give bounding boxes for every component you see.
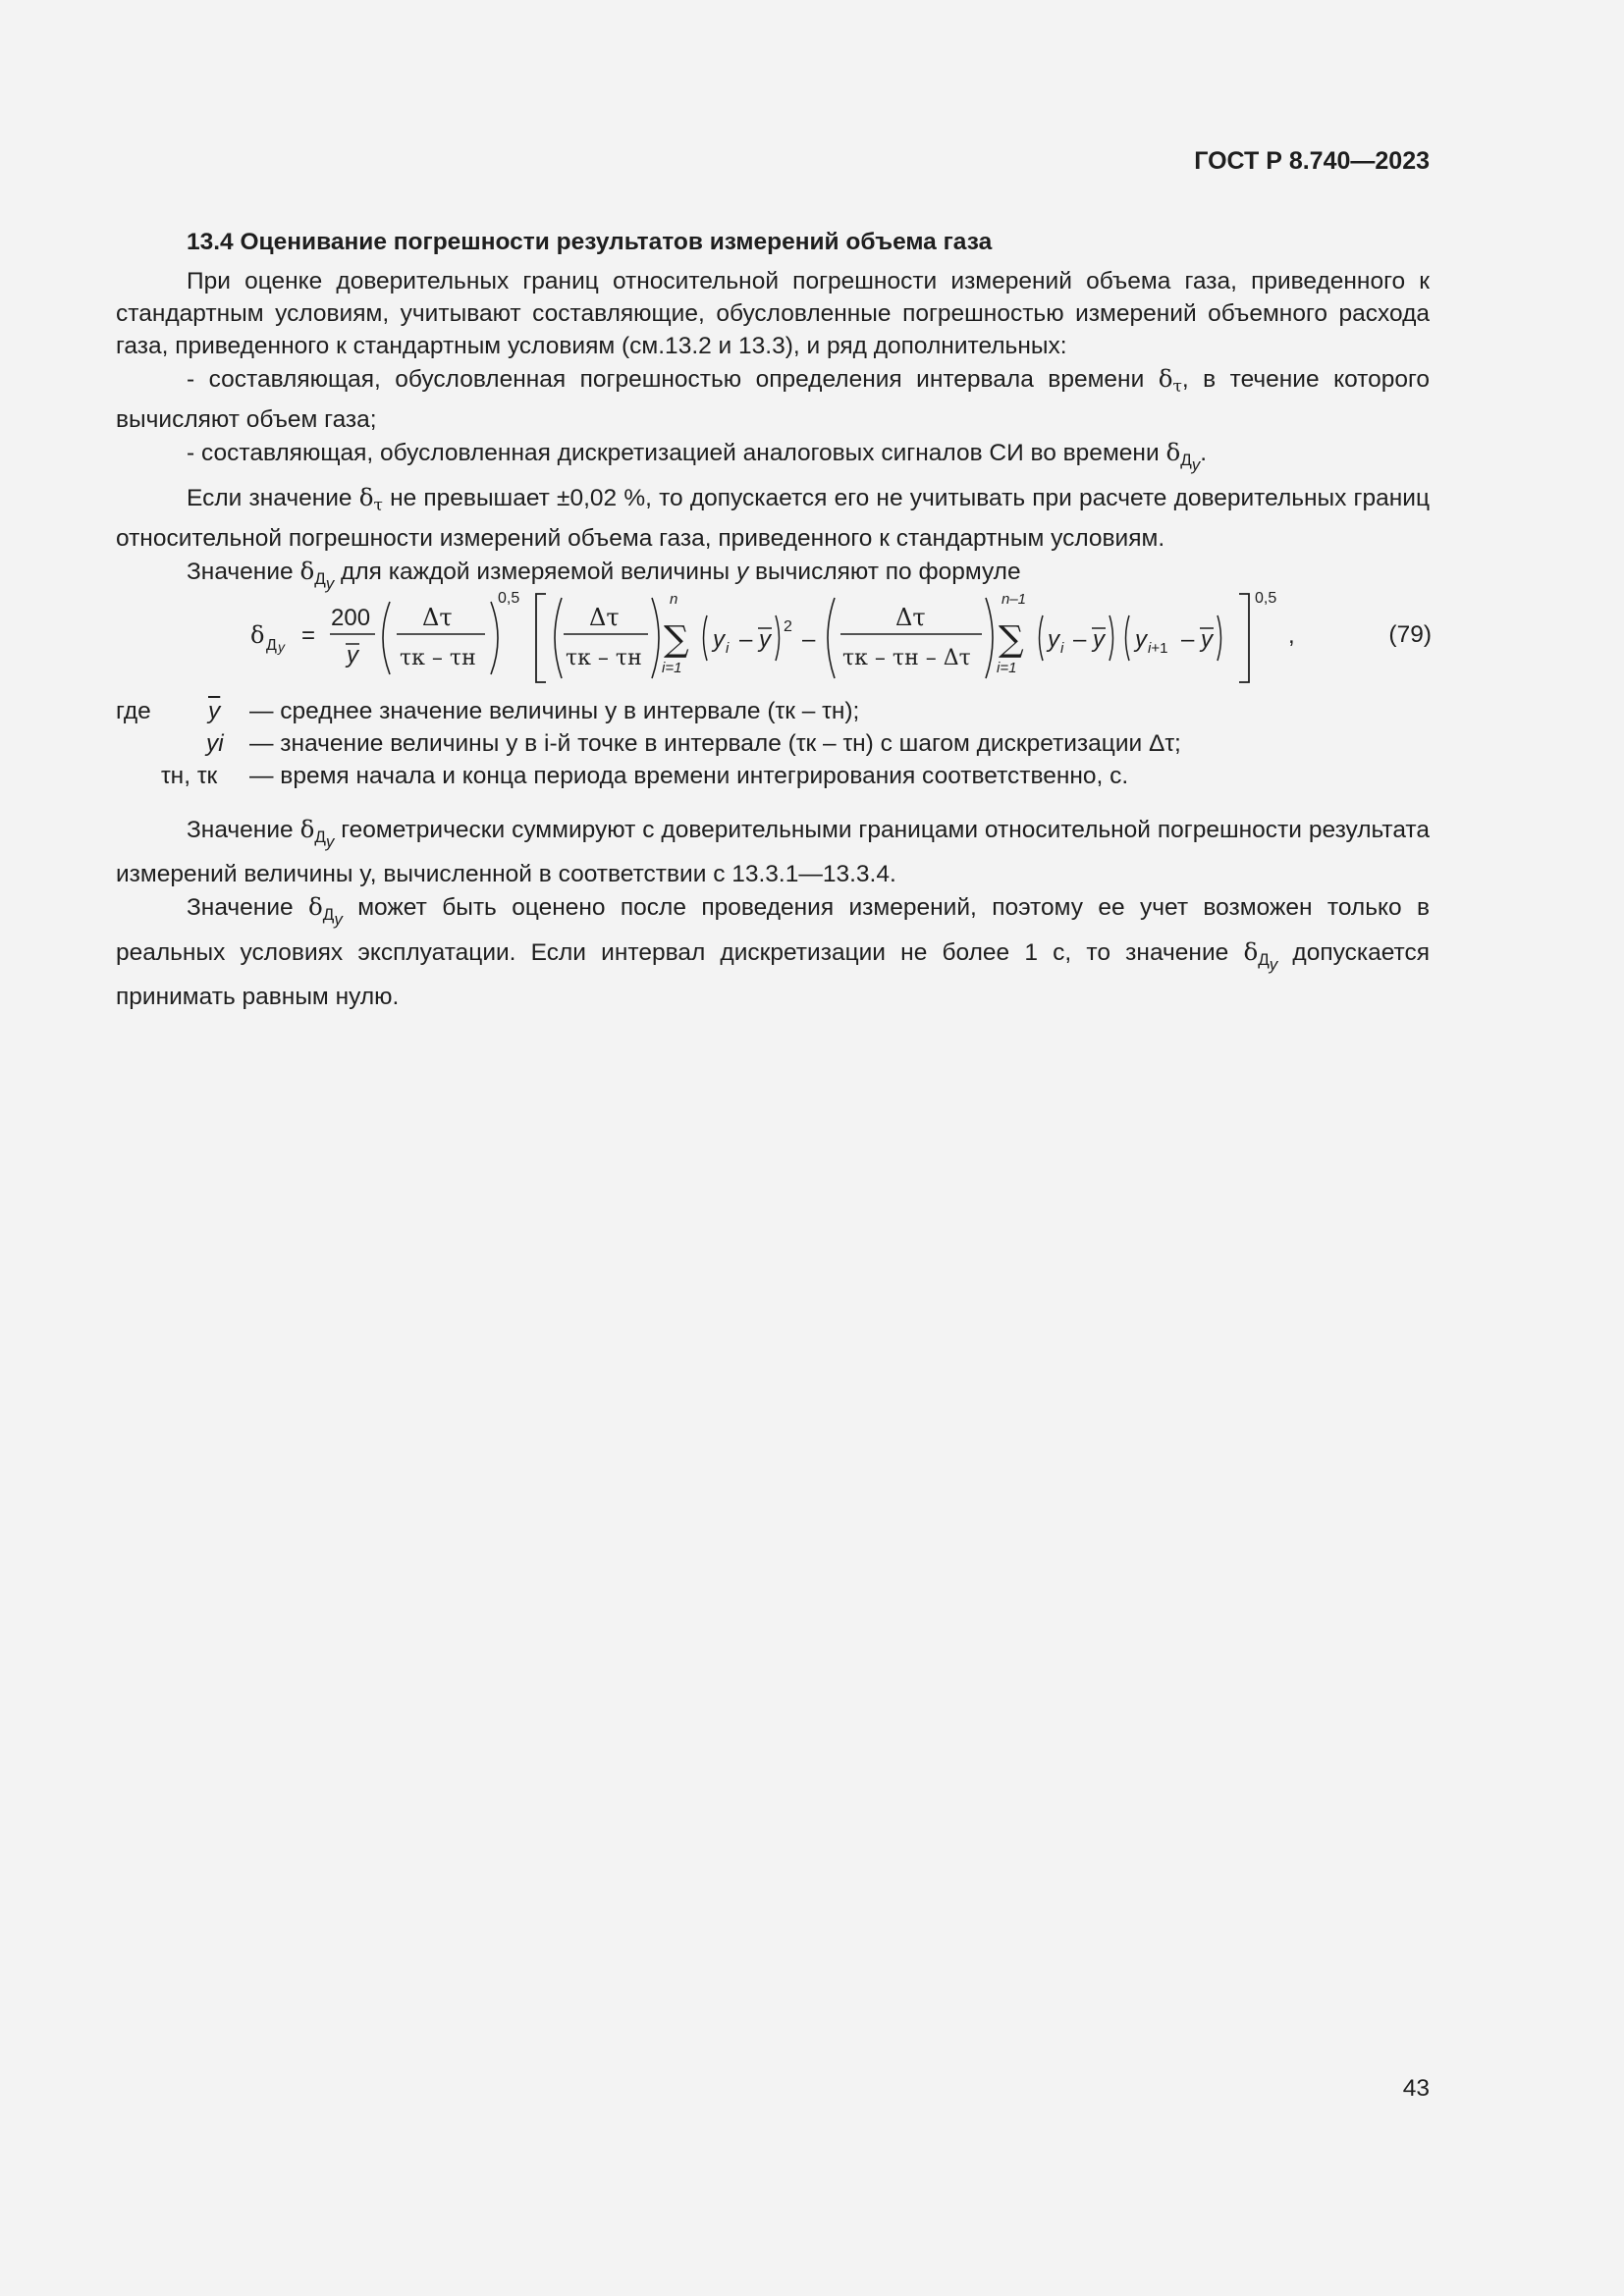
- where-definition-time: — время начала и конца периода времени интегрирования соответственно, с.: [249, 763, 1129, 789]
- page-number: 43: [1402, 2075, 1430, 2102]
- svg-text:i=1: i=1: [662, 660, 682, 676]
- svg-text:∑: ∑: [999, 619, 1024, 660]
- paragraph-tau-threshold: Если значение $\delta_\tau$ не превышает ±0,02 %, то допускается его не учитывать при расчете доверительных границ относительной погрешности измерений объема газа, приведенного к стандартным условиям.: [116, 483, 1430, 552]
- document-code: ГОСТ Р 8.740—2023: [1194, 147, 1430, 175]
- svg-text:y: y: [1093, 626, 1105, 653]
- where-row-mean: [116, 695, 1430, 727]
- svg-text:y: y: [1135, 626, 1147, 653]
- svg-text:y: y: [713, 626, 725, 653]
- formula-dtau-1: Δτ: [422, 604, 453, 631]
- formula-coefficient: 200: [331, 605, 371, 631]
- svg-text:y: y: [278, 639, 285, 655]
- section-title: [116, 226, 1430, 258]
- svg-text:∑: ∑: [664, 619, 689, 660]
- formula-den-1: τк – τн: [400, 646, 476, 670]
- where-definition-value: — значение величины y в i-й точке в интервале (τк – τн) с шагом дискретизации Δτ;: [249, 730, 1181, 757]
- svg-text:0,5: 0,5: [1255, 590, 1277, 607]
- svg-text:τк – τн: τк – τн: [566, 646, 642, 670]
- section-title-text: 13.4 Оценивание погрешности результатов измерений объема газа: [187, 229, 993, 255]
- formula-lhs-subscript: Д: [266, 637, 277, 654]
- svg-text:Δτ: Δτ: [895, 604, 926, 631]
- formula-den-2: τк – τн – Δτ: [842, 646, 971, 670]
- paragraph-estimation-note: Значение $\delta_{Дy}$ может быть оценено после проведения измерений, поэтому ее учет возможен только в реальных условиях эксплуатации. Если интервал дискретизации не более 1 с, то значение $\delta_{Дy}$ допускается принимать равным нулю.: [116, 892, 1430, 1010]
- where-symbol-value: yi: [206, 730, 224, 757]
- formula-number: (79): [1388, 621, 1432, 648]
- svg-text:y: y: [1201, 626, 1213, 653]
- paragraph-components: При оценке доверительных границ относительной погрешности измерений объема газа, приведенного к стандартным условиям, учитывают составляющие, обусловленные погрешностью измерений объемного расхода газа, приведенного к стандартным условиям (см.13.2 и 13.3), и ряд дополнительных:: [116, 268, 1430, 359]
- svg-text:–: –: [802, 626, 816, 653]
- where-row-time: [116, 760, 1430, 792]
- svg-text:y: y: [759, 626, 771, 653]
- paragraph-time-interval-component: - составляющая, обусловленная погрешностью определения интервала времени $\delta_\tau$, в течение которого вычисляют объем газа;: [116, 364, 1430, 433]
- svg-text:n–1: n–1: [1001, 591, 1027, 608]
- svg-text:y: y: [1048, 626, 1059, 653]
- svg-text:Δτ: Δτ: [589, 604, 620, 631]
- where-block: [116, 695, 1430, 792]
- svg-text:–: –: [1181, 626, 1195, 653]
- svg-text:=: =: [301, 622, 316, 649]
- formula-lhs: δ: [250, 621, 265, 649]
- body-text: [116, 265, 1430, 600]
- closing-text: [116, 813, 1430, 1013]
- svg-text:n: n: [670, 591, 678, 608]
- where-definition-mean: — среднее значение величины y в интервале (τк – τн);: [249, 698, 860, 724]
- svg-text:i: i: [726, 640, 730, 657]
- svg-text:2: 2: [784, 618, 792, 635]
- svg-text:i: i: [1060, 640, 1064, 657]
- svg-text:,: ,: [1288, 622, 1295, 649]
- svg-text:i=1: i=1: [997, 660, 1017, 676]
- where-symbol-mean: $\overline{y}$: [208, 698, 221, 724]
- formula-exp-1: 0,5: [498, 590, 520, 607]
- paragraph-discretization-component: - составляющая, обусловленная дискретизацией аналоговых сигналов СИ во времени $\delta_{Дy}$.: [187, 438, 1208, 474]
- svg-text:–: –: [739, 626, 753, 653]
- formula-79: [0, 584, 1624, 692]
- formula-graphic: [0, 584, 1624, 692]
- paragraph-geometric-sum: Значение $\delta_{Дy}$ геометрически суммируют с доверительными границами относительной погрешности результата измерений величины y, вычисленной в соответствии с 13.3.1—13.3.4.: [116, 815, 1430, 887]
- svg-text:y: y: [347, 642, 358, 668]
- where-row-value: [116, 727, 1430, 760]
- svg-text:–: –: [1073, 626, 1087, 653]
- where-label: где: [116, 698, 151, 724]
- where-symbol-time: τн, τк: [161, 763, 218, 789]
- svg-text:i+1: i+1: [1148, 640, 1168, 657]
- paragraph-formula-intro: Значение $\delta_{Дy}$ для каждой измеряемой величины y вычисляют по формуле: [187, 557, 1021, 593]
